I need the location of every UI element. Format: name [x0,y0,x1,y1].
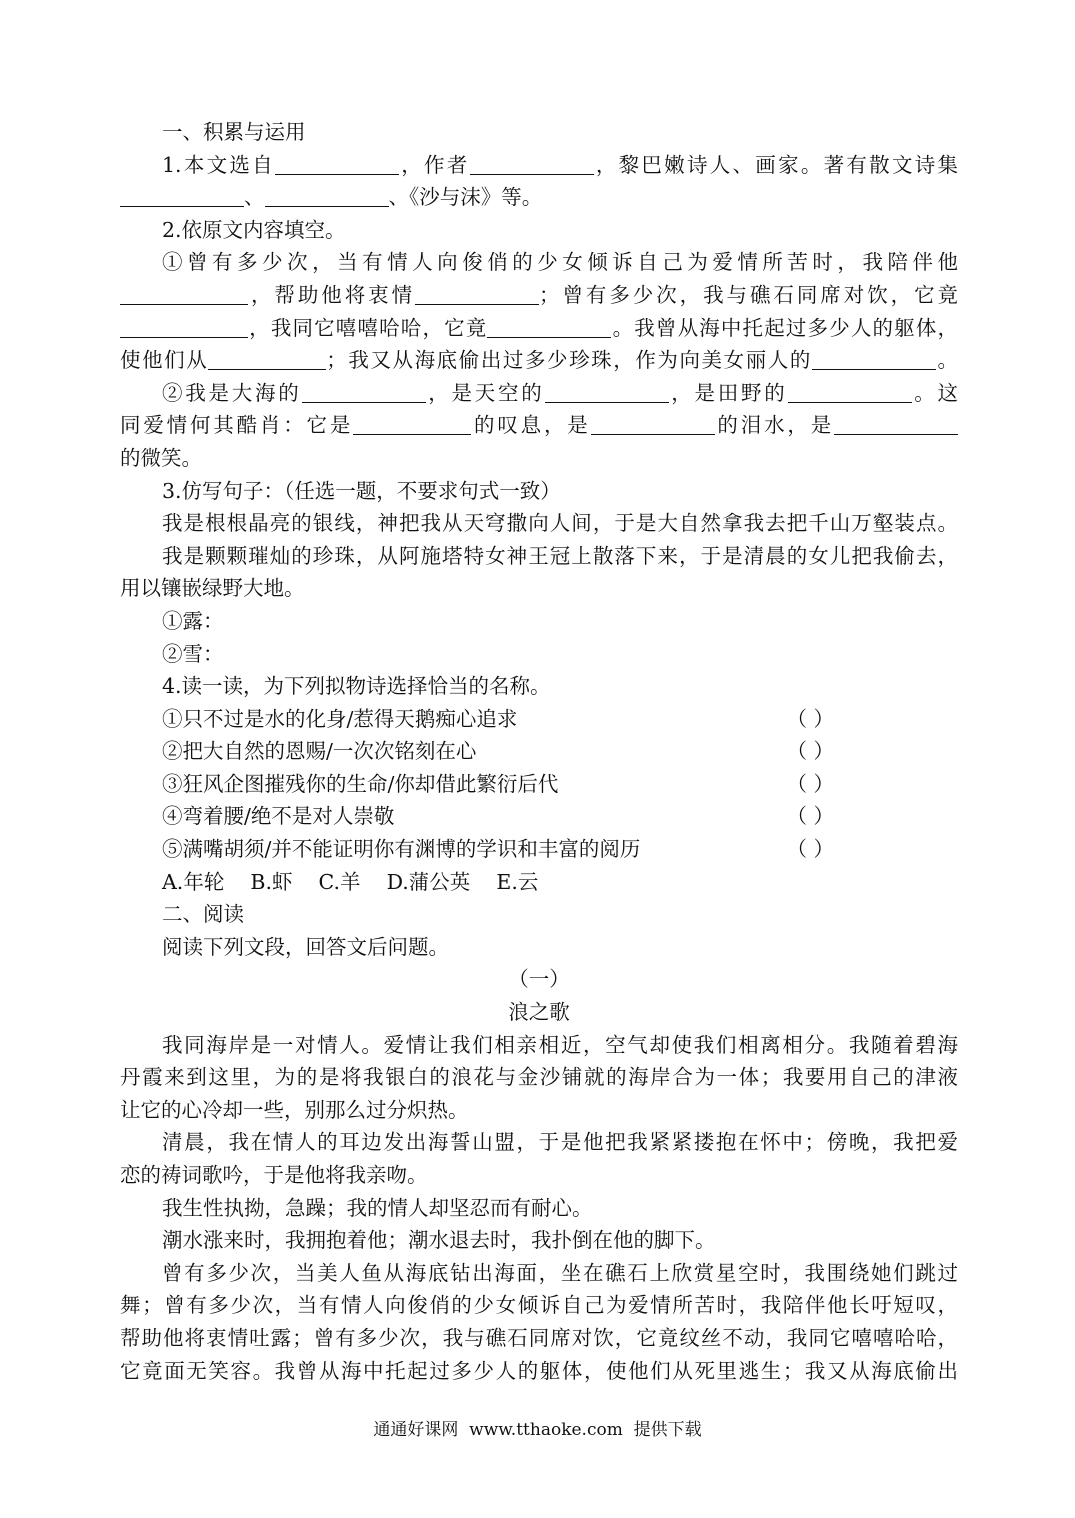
answer-blank[interactable] [470,153,594,175]
question-3-answer-snow[interactable]: ②雪： [162,641,224,666]
question-3-answer-dew[interactable]: ①露： [162,608,224,633]
passage-line: 舞；曾有多少次，当有情人向俊俏的少女倾诉自己为爱情所苦时，我陪伴他长吁短叹， [120,1293,958,1318]
question-2-title: 2.依原文内容填空。 [162,217,346,242]
answer-blank[interactable] [120,283,248,305]
answer-blank[interactable] [545,381,669,403]
question-4-choices: A.年轮 B.虾 C.羊 D.蒲公英 E.云 [162,869,539,894]
answer-paren[interactable]: （ ） [786,804,834,829]
answer-paren[interactable]: （ ） [786,706,834,731]
answer-blank[interactable] [120,186,244,208]
question-2-p2-line-2: 同爱情何其酷肖：它是 的叹息，是 的泪水，是 [120,409,958,442]
worksheet-page [120,116,958,1387]
question-4-title: 4.读一读，为下列拟物诗选择恰当的名称。 [162,674,551,699]
passage-line: 恋的祷词歌吟，于是他将我亲吻。 [120,1163,428,1187]
answer-blank[interactable] [353,414,471,436]
answer-blank[interactable] [275,153,399,175]
section-heading: 二、阅读 [162,902,244,927]
question-2-p2-line-1: ②我是大海的 ，是天空的 ，是田野的 。这 [162,380,958,405]
passage-line: 它竟面无笑容。我曾从海中托起过多少人的躯体，使他们从死里逃生；我又从海底偷出 [120,1358,958,1383]
passage-line: 曾有多少次，当美人鱼从海底钻出海面，坐在礁石上欣赏星空时，我围绕她们跳过 [162,1260,958,1285]
answer-blank[interactable] [591,414,715,436]
question-2-p1-line-2: ，帮助他将衷情 ；曾有多少次，我与礁石同席对饮，它竟 [120,279,958,312]
passage-line: 我同海岸是一对情人。爱情让我们相亲相近，空气却使我们相离相分。我随着碧海 [162,1032,958,1057]
passage-line: 丹霞来到这里，为的是将我银白的浪花与金沙铺就的海岸合为一体；我要用自己的津液 [120,1065,958,1090]
answer-blank[interactable] [208,349,326,371]
page-footer: 通通好课网 www.tthaoke.com 提供下载 [373,1420,702,1440]
answer-blank[interactable] [487,316,611,338]
question-4-item: ②把大自然的恩赐/一次次铭刻在心 （ ） [120,735,958,768]
answer-blank[interactable] [415,283,539,305]
question-4-item: ①只不过是水的化身/惹得天鹅痴心追求 （ ） [120,703,958,736]
answer-paren[interactable]: （ ） [786,739,834,764]
section-heading: 一、积累与运用 [162,120,306,144]
question-2-p1-line-4: 使他们从 ；我又从海底偷出过多少珍珠，作为向美女丽人的 。 [120,348,958,373]
passage-line: 清晨，我在情人的耳边发出海誓山盟，于是他把我紧紧搂抱在怀中；傍晚，我把爱 [162,1130,958,1155]
answer-blank[interactable] [812,349,936,371]
passage-line: 我生性执拗，急躁；我的情人却坚忍而有耐心。 [162,1195,593,1220]
answer-blank[interactable] [834,414,958,436]
question-3-example-1: 我是根根晶亮的银线，神把我从天穹撒向人间，于是大自然拿我去把千山万壑装点。 [162,511,958,536]
answer-paren[interactable]: （ ） [786,771,834,796]
answer-blank[interactable] [120,316,248,338]
passage-line: 帮助他将衷情吐露；曾有多少次，我与礁石同席对饮，它竟纹丝不动，我同它嘻嘻哈哈， [120,1325,958,1350]
question-4-item: ⑤满嘴胡须/并不能证明你有渊博的学识和丰富的阅历 （ ） [120,833,958,866]
question-4-item: ④弯着腰/绝不是对人崇敬 （ ） [120,800,958,833]
answer-blank[interactable] [265,186,389,208]
question-3-example-2b: 用以镶嵌绿野大地。 [120,576,305,601]
question-2-p1-line-3: ，我同它嘻嘻哈哈，它竟 。我曾从海中托起过多少人的躯体， [120,312,958,345]
question-1-line-1: 1.本文选自 ，作者 ，黎巴嫩诗人、画家。著有散文诗集 [162,152,958,177]
reading-instruction: 阅读下列文段，回答文后问题。 [162,934,449,959]
answer-blank[interactable] [788,381,912,403]
question-3-title: 3.仿写句子：（任选一题，不要求句式一致） [162,478,561,503]
question-1-line-2: 、 、《沙与沫》等。 [120,181,958,214]
passage-part-label: （一） [508,967,570,992]
question-3-example-2a: 我是颗颗璀灿的珍珠，从阿施塔特女神王冠上散落下来，于是清晨的女儿把我偷去， [162,543,958,568]
answer-paren[interactable]: （ ） [786,837,834,862]
question-4-item: ③狂风企图摧残你的生命/你却借此繁衍后代 （ ） [120,768,958,801]
question-2-p2-line-3: 的微笑。 [120,445,202,470]
passage-line: 潮水涨来时，我拥抱着他；潮水退去时，我扑倒在他的脚下。 [162,1228,716,1253]
answer-blank[interactable] [302,381,426,403]
passage-line: 让它的心冷却一些，别那么过分炽热。 [120,1097,469,1122]
passage-title: 浪之歌 [508,1000,570,1025]
question-2-p1-line-1: ①曾有多少次，当有情人向俊俏的少女倾诉自己为爱情所苦时，我陪伴他 [162,250,958,275]
